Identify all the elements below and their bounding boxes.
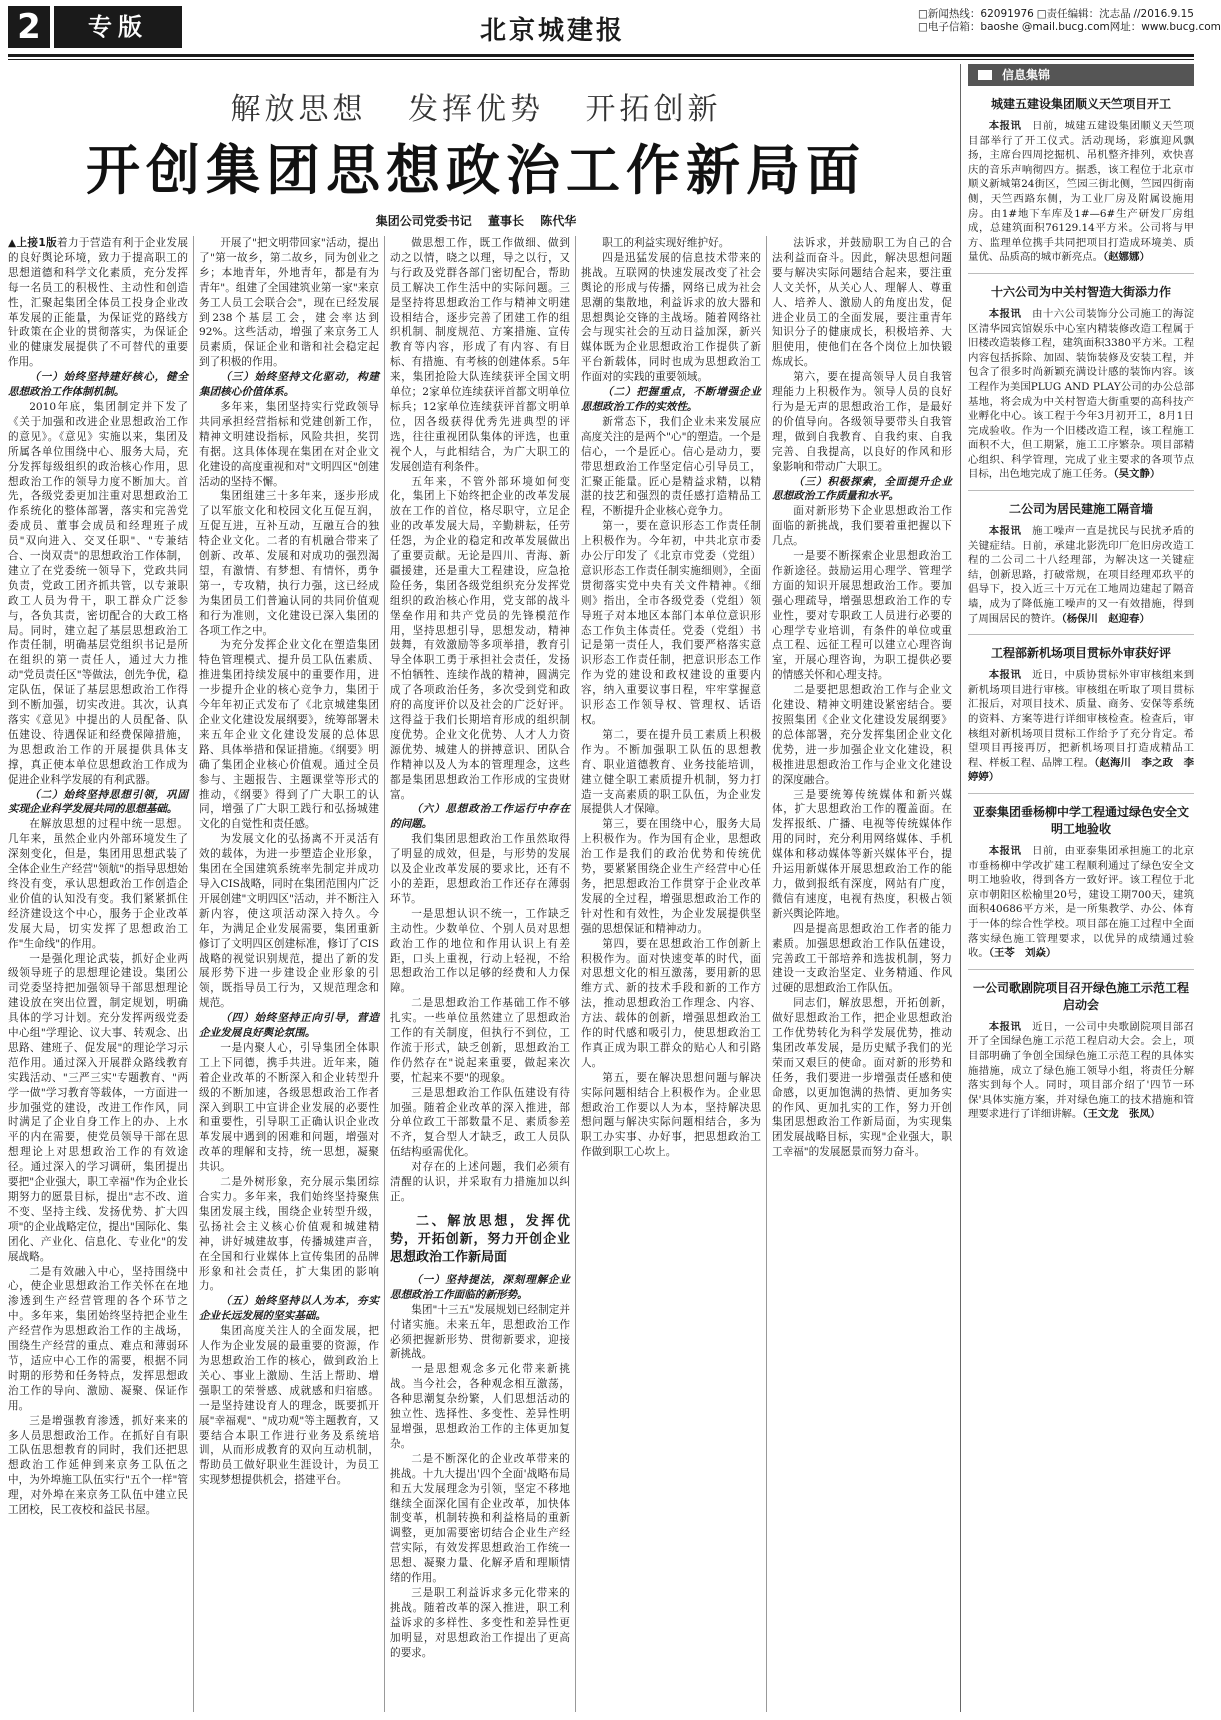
paragraph — [390, 1452, 570, 1586]
section-subhead — [199, 370, 379, 400]
article-column — [199, 236, 379, 1712]
paragraph — [581, 937, 761, 1071]
news-body — [968, 1020, 1194, 1122]
website: 网址：www.bucg.com — [1109, 21, 1221, 33]
news-separator — [968, 969, 1194, 970]
paragraph-text: （二）把握重点，不断增强企业思想政治工作的实效性。 — [581, 386, 761, 413]
section-subhead — [199, 1294, 379, 1324]
news-separator — [968, 793, 1194, 794]
news-title: 十六公司为中关村智造大街添力作 — [990, 284, 1171, 299]
byline-part: 陈代华 — [540, 214, 577, 228]
masthead-info — [918, 8, 1221, 34]
paragraph — [390, 1086, 570, 1161]
paragraph — [8, 1265, 188, 1414]
news-tag: 本报讯 — [988, 669, 1022, 682]
news-author: （吴文静） — [1113, 468, 1161, 481]
paragraph — [390, 1586, 570, 1661]
news-text: 由十六公司装饰分公司施工的海淀区清华园宾馆娱乐中心室内精装修改造工程属于旧楼改造装修工程，建筑面积3380平方米。工程内容包括拆除、加固、装饰装修及安装工程，并包含了很多时尚新颖充满设计感的装饰内容。该工程作为美国PLUG AND PLAY公司的办公总部基地，将会成为中关村智造大街重要的高科技产业孵化中心。该工程于今年3月初开工，8月1日完成验收。作为一个旧楼改造工程，该工程施工面积不大，但工期紧，施工工序繁杂。项目部精心组织、科学管理，完成了业主要求的各项节点目标，出色地完成了施工任务。 — [968, 307, 1195, 481]
paragraph — [581, 415, 761, 519]
paragraph — [199, 489, 379, 638]
paragraph-text: 面对新形势下企业思想政治工作面临的新挑战，我们要着重把握以下几点。 — [772, 505, 952, 548]
paragraph-text: 着力于营造有利于企业发展的良好舆论环境，致力于提高职工的思想道德和科学文化素质，充分发挥每一名员工的积极性、主动性和创造性，汇聚起集团全体员工投身企业改革发展的正能量，为保证党的路线方针政策在企业的贯彻落实，为保证企业的健康发展提供了不可替代的重要作用。 — [8, 237, 188, 369]
paragraph — [390, 832, 570, 907]
masthead-rule — [8, 54, 1194, 57]
paragraph — [390, 996, 570, 1085]
paragraph — [581, 236, 761, 251]
news-author: （王苓 刘焱） — [988, 947, 1057, 960]
paragraph — [199, 1324, 379, 1488]
hotline: □新闻热线：62091976 — [918, 8, 1034, 20]
news-item — [968, 980, 1194, 1122]
news-item — [968, 284, 1194, 491]
paragraph-text: 四是提高思想政治工作者的能力素质。加强思想政治工作队伍建设，完善政工干部培养和选拔机制，努力建设一支政治坚定、业务精通、作风过硬的思想政治工作队伍。 — [772, 922, 952, 995]
news-title: 二公司为居民建施工隔音墙 — [1008, 502, 1153, 517]
section-subhead — [581, 385, 761, 415]
paragraph-text: 集团组建三十多年来，逐步形成了以军旅文化和校园文化互促互润，互促互进，互补互动，互融互合的独特企业文化。二者的有机融合带来了创新、改革、发展和对成功的强烈渴望，有激情、有梦想、有情怀，勇争第一，专攻精，执行力强，这已经成为集团员工们普遍认同的共同价值观和行为准则，文化建设已深入集团的各项工作之中。 — [199, 490, 379, 637]
paragraph-text: 一是思想认识不统一，工作缺乏主动性。少数单位、个别人员对思想政治工作的地位和作用认识上有差距，口头上重视，行动上轻视，不给思想政治工作以足够的经费和人力保障。 — [390, 907, 570, 995]
news-item — [968, 501, 1194, 635]
news-item — [968, 645, 1194, 794]
paragraph-text: 法诉求，并鼓励职工为自己的合法利益而奋斗。因此，解决思想问题要与解决实际问题结合起来，要注重人文关怀，从关心人、理解人、尊重人、培养人、激励人的角度出发，促进企业员工的全面发展，要注重青年知识分子的健康成长，积极培养、大胆使用，使他们在各个岗位上加快锻炼成长。 — [772, 237, 952, 369]
paragraph — [581, 817, 761, 936]
kicker-part: 发挥优势 — [408, 92, 544, 127]
part-heading — [390, 1213, 570, 1267]
paragraph — [772, 683, 952, 787]
news-title: 亚泰集团垂杨柳中学工程通过绿色安全文明工地验收 — [972, 804, 1189, 836]
paragraph — [772, 504, 952, 549]
paragraph — [8, 400, 188, 788]
paragraph-text: 一是强化理论武装，抓好企业两级领导班子的思想理论建设。集团公司党委坚持把加强领导干部思想理论建设放在突出位置，制定规划，明确具体的学习计划。充分发挥两级党委中心组"学理论、议大事、转观念、出思路、建班子、促发展"的理论学习示范作用。通过深入开展群众路线教育实践活动、"三严三实"专题教育、"两学一做"学习教育等载体，一方面进一步加强党的建设，改进工作作风，同时满足了企业自身工作上的办、上水平的内在需要，使党员领导干部在思想理论上对思想政治工作的有效途径。通过深入的学习调研，集团提出要把"企业强大，职工幸福"作为企业长期努力的愿景目标，提出"志不改、道不变、坚持主线、发扬优势、扩大四项"的企业战略定位，提出"国际化、集团化、产业化、信息化、专业化"的发展战略。 — [8, 952, 188, 1263]
masthead-rule-thin — [8, 59, 1194, 60]
paragraph — [390, 236, 570, 475]
news-author: （赵海川 李之政 李婷婷） — [968, 756, 1194, 784]
paragraph-text: 四是迅猛发展的信息技术带来的挑战。互联网的快速发展改变了社会舆论的形成与传播，网络已成为社会思潮的集散地，利益诉求的放大器和思想舆论交锋的主战场。随着网络社会与现实社会的互动日益加深，新兴媒体既为企业思想政治工作提供了新平台新载体，同时也成为思想政治工作面对的实践的重要领域。 — [581, 251, 761, 384]
paragraph-text: 二是外树形象，充分展示集团综合实力。多年来，我们始终坚持聚焦集团发展主线，围绕企业转型升级，弘扬社会主义核心价值观和城建精神，讲好城建故事，传播城建声音，在全国和行业媒体上宣传集团的品牌形象和社会责任，扩大集团的影响力。 — [199, 1176, 379, 1293]
paragraph — [199, 400, 379, 489]
headline: 开创集团思想政治工作新局面 — [86, 139, 866, 202]
paragraph-text: 同志们，解放思想，开拓创新，做好思想政治工作，把企业思想政治工作优势转化为科学发展优势，推动集团改革发展，是历史赋予我们的光荣而又艰巨的使命。面对新的形势和任务，我们要进一步增强责任感和使命感，以更加饱满的热情、更加务实的作风、更加扎实的工作，努力开创集团思想政治工作新局面，为实现集团发展战略目标，实现"企业强大，职工幸福"的发展愿景而努力奋斗。 — [772, 997, 952, 1159]
masthead — [0, 0, 1221, 52]
paragraph-text: （六）思想政治工作运行中存在的问题。 — [390, 803, 570, 831]
paragraph — [581, 519, 761, 728]
paragraph — [8, 236, 188, 370]
paragraph-text: 集团高度关注人的全面发展，把人作为企业发展的最重要的资源，作为思想政治工作的核心，做到政治上关心、事业上激励、生活上帮助、增强职工的荣誉感、成就感和归宿感。一是坚持建设育人的理念，既要抓开展"幸福观"、"成功观"等主题教育，又要结合本职工作进行业务及系统培训，从而形成教育的双向互动机制，帮助员工做好职业生涯设计，为员工实现梦想提供机会，搭建平台。 — [199, 1325, 379, 1487]
paragraph-text: 多年来，集团坚持实行党政领导共同承担经营指标和党建创新工作，精神文明建设指标，风险共担，奖罚有据。这具体体现在集团在对企业文化建设的高度重视和对"文明四区"创建活动的坚持不懈。 — [199, 400, 379, 488]
paragraph-text: （三）始终坚持文化驱动，构建集团核心价值体系。 — [199, 371, 379, 399]
paragraph-text: 2010年底，集团制定并下发了《关于加强和改进企业思想政治工作的意见》。《意见》实施以来，集团及所属各单位围绕中心、服务大局，充分发挥每级组织的政治核心作用，思想政治工作的领导力度不断加大。首先，各级党委更加注重对思想政治工作系统化的整体部署，落实和完善党委成员、董事会成员和经理班子成员"双向进入、交叉任职"、"专兼结合、一岗双责"的思想政治工作体制，建立了在党委统一领导下，党政共同负责，党政工团齐抓共管，以专兼职政工人员为骨干，职工群众广泛参与，各负其责，密切配合的大政工格局。同时，建立起了基层思想政治工作责任制，明确基层党组织书记是所在组织的第一责任人，通过大力推动"党员责任区"等做法，创先争优，稳定队伍，保证了基层思想政治工作得到不断加强，切实改进。其次，认真落实《意见》中提出的人员配备、队伍建设、待遇保证和经费保障措施，为思想政治工作的开展提供具体支撑，真正使本单位思想政治工作成为促进企业科学发展的有利武器。 — [8, 400, 188, 786]
paragraph-text: 三是要统筹传统媒体和新兴媒体，扩大思想政治工作的覆盖面。在发挥报纸、广播、电视等传统媒体作用的同时，充分利用网络媒体、手机媒体和移动媒体等新兴媒体平台，提升运用新媒体开展思想政治工作的能力，做到报纸有深度，网站有广度，微信有速度，电视有热度，积极占领新兴舆论阵地。 — [772, 788, 952, 920]
byline-part: 集团公司党委书记 — [375, 214, 472, 228]
paragraph-text: 五年来，不管外部环境如何变化，集团上下始终把企业的改革发展放在工作的首位，格尽职守，立足企业的改革发展大局，辛勤耕耘，任劳任怨，为企业的稳定和改革发展做出了重要贡献。无论是四川、青海、新疆援建，还是重大工程建设，应急抢险任务，集团各级党组织充分发挥党组织的政治核心作用，党支部的战斗堡垒作用和共产党员的先锋模范作用，坚持思想引导，思想发动，精神鼓舞，有效激励等多项举措，教育引导全体职工勇于承担社会责任，发扬不怕牺牲、连续作战的精神，圆满完成了各项政治任务，多次受到党和政府的高度评价以及社会的广泛好评。这得益于我们长期培育形成的组织制度优势。企业文化优势、人才人力资源优势、城建人的拼搏意识、团队合作精神以及人为本的管理理念，这些都是集团思想政治工作形成的宝贵财富。 — [390, 475, 570, 801]
editor: □责任编辑：沈志晶 — [1036, 8, 1131, 20]
news-body — [968, 524, 1194, 626]
kicker-part: 解放思想 — [230, 92, 367, 127]
news-author: （赵娜娜） — [1103, 251, 1150, 264]
paragraph-text: 开展了"把文明带回家"活动，提出了"第一故乡，第二故乡，同为创业之乡；本地青年，外地青年，都是有为青年"。组建了全国建筑业第一家"来京务工人员工会联合会"，现在已经发展到238个基层工会，建会率达到92%。这些活动，增强了来京务工人员素质，保证企业和谐和社会稳定起到了积极的作用。 — [199, 237, 379, 369]
news-text: 日前，由亚泰集团承担施工的北京市垂杨柳中学改扩建工程顺利通过了绿色安全文明工地验收，得到各方一致好评。该工程位于北京市朝阳区松榆里20号，建设工期700天，建筑面积40686平方米，是一所集教学、办公、体育于一体的综合性学校。项目部在施工过程中全面落实绿色施工管理要求，以优异的成绩通过验收。 — [968, 844, 1195, 960]
news-tag: 本报讯 — [988, 307, 1022, 320]
section-subhead — [390, 1273, 570, 1303]
column-rule — [766, 236, 767, 1712]
news-title: 城建五建设集团顺义天竺项目开工 — [990, 97, 1171, 111]
continued-from-tag: ▲上接1版 — [8, 237, 58, 249]
article-body — [8, 236, 952, 1712]
paragraph-text: 三是思想政治工作队伍建设有待加强。随着企业改革的深入推进，部分单位政工干部数量不足、素质参差不齐，复合型人才缺乏，政工人员队伍结构亟需优化。 — [390, 1086, 570, 1159]
paragraph-text: 在解放思想的过程中统一思想。几年来，虽然企业内外部环境发生了深刻变化，但是，集团用思想武装了全体企业生产经营"领航"的指导思想始终没有变，承认思想政治工作创造企业价值的认知没有变。我们紧紧抓住经济建设这个中心，服务于企业改革发展大局，切实发挥了思想政治工作"生命线"的作用。 — [8, 818, 188, 950]
paragraph — [390, 907, 570, 996]
paragraph — [390, 1303, 570, 1363]
news-tag: 本报讯 — [988, 844, 1022, 857]
news-author: （杨保川 赵迎春） — [1061, 612, 1150, 625]
news-text: 日前，城建五建设集团顺义天竺项目部举行了开工仪式。活动现场，彩旗迎风飘扬，主席台四周挖掘机、吊机整齐排列，欢快喜庆的音乐声响彻四方。据悉，该工程位于北京市顺义新城第24街区，竺园三街北侧，竺园四街南侧，天竺西路东侧，为工业厂房及附属设施用房。由1#地下车库及1#—6#生产研发厂房组成，总建筑面积76129.14平方米。公司将与甲方、监理单位携手共同把项目打造成环境美、质量优、品质高的城市新亮点。 — [968, 120, 1195, 264]
email: □电子信箱：baoshe @mail.bucg.com — [918, 21, 1110, 33]
news-text: 近日，中质协贯标外审审核组来到新机场项目进行审核。审核组在听取了项目贯标汇报后，对项目技术、质量、商务、安保等系统的资料、方案等进行详细审核检查。检查后，审核组对新机场项目贯标工作给予了充分肯定。希望项目再接再厉，把新机场项目打造成精品工程、样板工程、品牌工程。 — [968, 669, 1195, 769]
paragraph-text: 二是思想政治工作基础工作不够扎实。一些单位虽然建立了思想政治工作的有关制度，但执行不到位，工作流于形式，缺乏创新，思想政治工作仍然存在"说起来重要，做起来次要，忙起来不要"的现象。 — [390, 997, 570, 1084]
paragraph-text: 一是内聚人心，引导集团全体职工上下同德，携手共进。近年来，随着企业改革的不断深入和企业转型升级的不断加速，各级思想政治工作者深入到职工中宣讲企业发展的必要性和重要性，引导职工正确认识企业改革发展中遇到的困难和问题，增强对改革的理解和支持，统一思想，凝聚共识。 — [199, 1041, 379, 1174]
section-subhead — [772, 475, 952, 505]
news-tag: 本报讯 — [988, 525, 1022, 538]
paragraph — [390, 1362, 570, 1451]
sidebar-banner — [968, 64, 1194, 86]
news-tag: 本报讯 — [988, 120, 1022, 132]
paragraph — [772, 236, 952, 370]
paragraph-text: （五）始终坚持以人为本，夯实企业长远发展的坚实基础。 — [199, 1295, 379, 1323]
column-rule — [575, 236, 576, 1712]
paragraph — [581, 1071, 761, 1160]
news-item — [968, 96, 1194, 274]
paragraph-text: 二是不断深化的企业改革带来的挑战。十九大提出'四个全面'战略布局和五大发展理念为引领，坚定不移地继续全面深化国有企业改革，加快体制变革，机制转换和利益格局的重新调整，更加需要密切结合企业生产经营实际，有效发挥思想政治工作统一思想、凝聚力量、化解矛盾和理顺情绪的作用。 — [390, 1452, 570, 1585]
section-subhead — [390, 802, 570, 832]
column-rule — [384, 236, 385, 1712]
article-column — [8, 236, 188, 1712]
paragraph-text: （四）始终坚持正向引导，营造企业发展良好舆论氛围。 — [199, 1012, 379, 1040]
news-tag: 本报讯 — [988, 1020, 1022, 1033]
news-list — [968, 96, 1194, 1122]
paragraph-text: 做思想工作，既工作做细、做到动之以情，晓之以理，导之以行，又与行政及党群各部门密切配合，帮助员工解决工作生活中的实际问题。三是坚持将思想政治工作与精神文明建设相结合，逐步完善了团建工作的组织机制、制度规范、方案措施、宣传教育等内容，形成了有内容、有目标、有措施、有考核的创建体系。5年来，集团抢险大队连续获评全国文明单位；2家单位连续获评首都文明单位标兵；12家单位连续获评首都文明单位，因各级获得优秀先进典型的评选，往往重视团队集体的评选，也重视个人，与此相结合，为广大职工的发展创造有利条件。 — [390, 237, 570, 473]
section-label: 专版 — [54, 6, 182, 48]
paragraph-text: （三）积极探索，全面提升企业思想政治工作质量和水平。 — [772, 475, 952, 503]
news-separator — [968, 490, 1194, 491]
news-text: 施工噪声一直是扰民与民扰矛盾的关键症结。日前，承建北影洗印厂危旧房改造工程的二公司二十八经理部，为解决这一关键症结，创新思路，打破常规，在项目经理邓玖平的倡导下，投入近三十万元在工地周边建起了隔音墙，成为了降低施工噪声的又一有效措施，得到了周围居民的赞许。 — [968, 525, 1195, 625]
paragraph — [772, 788, 952, 922]
paragraph — [199, 832, 379, 1011]
news-sidebar — [968, 64, 1194, 1712]
paragraph — [199, 1041, 379, 1175]
news-body — [968, 668, 1194, 785]
news-separator — [968, 273, 1194, 274]
paragraph — [772, 922, 952, 997]
byline-part: 董事长 — [487, 214, 524, 228]
paragraph — [390, 475, 570, 803]
paragraph-text: 一是要不断探索企业思想政治工作新途径。鼓励运用心理学、管理学方面的知识开展思想政治工作。要加强心理疏导，增强思想政治工作的专业性，要对专职政工人员进行必要的心理学专业培训，有条件的单位或重点工程、远征工程可以建立心理咨询室，开展心理咨询，为职工提供必要的情感关怀和心理支持。 — [772, 550, 952, 682]
banner-bar-icon — [978, 70, 992, 80]
paragraph — [581, 251, 761, 385]
paragraph-text: 一是思想观念多元化带来新挑战。当今社会，各种观念相互激荡，各种思潮复杂纷繁，人们思想活动的独立性、选择性、多变性、差异性明显增强，思想政治工作的主体更加复杂。 — [390, 1363, 570, 1450]
paragraph-text: 第二，要在提升员工素质上积极作为。不断加强职工队伍的思想教育、职业道德教育、业务技能培训，建立健全职工素质提升机制，努力打造一支高素质的职工队伍，为企业发展提供人才保障。 — [581, 728, 761, 816]
news-item — [968, 804, 1194, 970]
section-subhead — [8, 788, 188, 818]
kicker-part: 开拓创新 — [585, 92, 722, 127]
paragraph-text: 三是增强教育渗透，抓好来来的多人员思想政治工作。在抓好自有职工队伍思想教育的同时，我们还把思想政治工作延伸到来京务工队伍之中，为外埠施工队伍实行"五个一样"管理，对外埠在来京务工队伍中建立民工团校，民工夜校和益民书屋。 — [8, 1414, 188, 1517]
paragraph — [390, 1160, 570, 1205]
paragraph — [772, 549, 952, 683]
page-number: 2 — [8, 6, 50, 48]
paragraph — [581, 728, 761, 817]
byline — [0, 212, 952, 229]
paragraph-text: （一）坚持提法，深刻理解企业思想政治工作面临的新形势。 — [390, 1273, 570, 1301]
paragraph-text: 新常态下，我们企业未来发展应高度关注的是两个"心"的塑造。一个是信心，一个是匠心。信心是动力，要带思想政治工作坚定信心引导员工，汇聚正能量。匠心是精益求精，以精湛的技艺和强烈的责任感打造精品工程，不断提升企业核心竞争力。 — [581, 415, 761, 518]
paragraph-text: （二）始终坚持思想引领，巩固实现企业科学发展共同的思想基础。 — [8, 788, 188, 816]
paragraph-text: 为发展文化的弘扬离不开灵活有效的载体，为进一步塑造企业形象，集团在全国建筑系统率先制定并成功导入CIS战略，同时在集团范围内广泛开展创建"文明四区"活动，并不断注入新内容，使这项活动深入持久。今年，为满足企业发展需要，集团重新修订了文明四区创建标准，修订了CIS战略的视觉识别规范，提出了新的发展形势下进一步建设企业形象的引领，既指导员工行为，又规范理念和规范。 — [199, 833, 379, 1010]
paragraph — [772, 370, 952, 474]
paragraph-text: 我们集团思想政治工作虽然取得了明显的成效，但是，与形势的发展以及企业改革发展的要求比，还有不小的差距，思想政治工作还存在薄弱环节。 — [390, 833, 570, 905]
news-text: 近日，一公司中央歌剧院项目部召开了全国绿色施工示范工程启动大会。会上，项目部明确了争创全国绿色施工示范工程的具体实施措施，成立了绿色施工领导小组，将责任分解落实到每个人。同时，项目部介绍了'四节一环保'具体实施方案，并对绿色施工的技术措施和管理要求进行了详细讲解。 — [968, 1020, 1195, 1121]
paragraph — [199, 1175, 379, 1294]
section-subhead — [199, 1011, 379, 1041]
news-body — [968, 307, 1194, 482]
sidebar-divider — [960, 64, 961, 1712]
kicker — [0, 84, 952, 128]
paragraph-text: 二是有效融入中心，坚持围绕中心，使企业思想政治工作关怀在在地渗透到生产经营管理的各个环节之中。多年来，集团始终坚持把企业生产经营作为思想政治工作的主战场，围绕生产经营的重点、难点和薄弱环节，适应中心工作的需要，根据不同时期的形势和任务特点，发挥思想政治工作的导向、激励、凝聚、保证作用。 — [8, 1265, 188, 1412]
news-body — [968, 119, 1194, 265]
news-title: 一公司歌剧院项目召开绿色施工示范工程启动会 — [972, 980, 1189, 1012]
paragraph-text: 第六，要在提高领导人员自我管理能力上积极作为。领导人员的良好行为是无声的思想政治工作，是最好的价值导向。各级领导要带头自我管理，做到自我教育、自我约束、自我完善、自我提高，以良好的作风和形象影响和带动广大职工。 — [772, 371, 952, 473]
article-column — [390, 236, 570, 1712]
paragraph-text: 二是要把思想政治工作与企业文化建设、精神文明建设紧密结合。要按照集团《企业文化建设发展纲要》的总体部署，充分发挥集团企业文化优势，进一步加强企业文化建设，积极推进思想政治工作与企业文化建设的深度融合。 — [772, 684, 952, 786]
paragraph-text: 第一，要在意识形态工作责任制上积极作为。今年初，中共北京市委办公厅印发了《北京市党委（党组）意识形态工作责任制实施细则》，全面贯彻落实党中央有关文件精神。《细则》指出，全市各级党委（党组）领导班子对本地区本部门本单位意识形态工作负主体责任。党委（党组）书记是第一责任人，我们要严格落实意识形态工作责任制，把意识形态工作作为党的建设和政权建设的重要内容，纳入重要议事日程，牢牢掌握意识形态工作领导权、管理权、话语权。 — [581, 520, 761, 726]
article-column — [581, 236, 761, 1712]
sidebar-banner-label: 信息集锦 — [1002, 68, 1051, 82]
paragraph — [199, 638, 379, 832]
paragraph-text: 第五，要在解决思想问题与解决实际问题相结合上积极作为。企业思想政治工作要以人为本，坚持解决思想问题与解决实际问题相结合，多为职工办实事、办好事，把思想政治工作做到职工心坎上。 — [581, 1071, 761, 1159]
paper-name: 北京城建报 — [480, 16, 626, 46]
paragraph — [772, 996, 952, 1160]
paragraph — [199, 236, 379, 370]
paragraph — [8, 817, 188, 951]
column-rule — [193, 236, 194, 1712]
news-body — [968, 844, 1194, 961]
news-separator — [968, 634, 1194, 635]
paragraph-text: 二、解放思想，发挥优势，开拓创新，努力开创企业思想政治工作新局面 — [390, 1213, 570, 1265]
paragraph-text: 三是职工利益诉求多元化带来的挑战。随着改革的深入推进，职工利益诉求的多样性、多变性和差异性更加明显，对思想政治工作提出了更高的要求。 — [390, 1586, 570, 1659]
section-subhead — [8, 370, 188, 400]
paragraph-text: 为充分发挥企业文化在塑造集团特色管理模式、提升员工队伍素质、推进集团持续发展中的重要作用，进一步提升企业的核心竞争力，集团于今年年初正式发布了《北京城建集团企业文化建设发展纲要》，统筹部署未来五年企业文化建设发展的总体思路、具体举措和保证措施。《纲要》明确了集团企业核心价值观。通过全员参与、主题报告、主题课堂等形式的推动，《纲要》得到了广大职工的认同，增强了广大职工践行和弘扬城建文化的自觉性和责任感。 — [199, 639, 379, 831]
paragraph — [8, 1414, 188, 1518]
article-column — [772, 236, 952, 1712]
issue-date: //2016.9.15 — [1133, 8, 1194, 20]
news-title: 工程部新机场项目贯标外审获好评 — [990, 646, 1171, 661]
paragraph — [8, 952, 188, 1265]
paragraph-text: 职工的利益实现好维护好。 — [602, 237, 730, 249]
paragraph-text: （一）始终坚持建好核心，健全思想政治工作体制机制。 — [8, 371, 188, 399]
paragraph-text: 对存在的上述问题，我们必须有清醒的认识，并采取有力措施加以纠正。 — [390, 1161, 570, 1203]
paragraph-text: 第三，要在围绕中心，服务大局上积极作为。作为国有企业，思想政治工作是我们的政治优势和传统优势，要紧紧围绕企业生产经营中心任务，把思想政治工作贯穿于企业改革发展的全过程，增强思想政治工作的针对性和有效性，为企业发展提供坚强的思想保证和精神动力。 — [581, 818, 761, 935]
paragraph-text: 第四，要在思想政治工作创新上积极作为。面对快速变革的时代，面对思想文化的相互激荡，要用新的思维方式、新的技术手段和新的工作方法，推动思想政治工作理念、内容、方法、载体的创新，增强思想政治工作的时代感和吸引力，使思想政治工作真正成为职工群众的贴心人和引路人。 — [581, 937, 761, 1069]
news-author: （王文龙 张凤） — [1082, 1108, 1161, 1121]
paragraph-text: 集团"十三五"发展规划已经制定并付诸实施。未来五年，思想政治工作必须把握新形势、贯彻新要求，迎接新挑战。 — [390, 1303, 570, 1361]
